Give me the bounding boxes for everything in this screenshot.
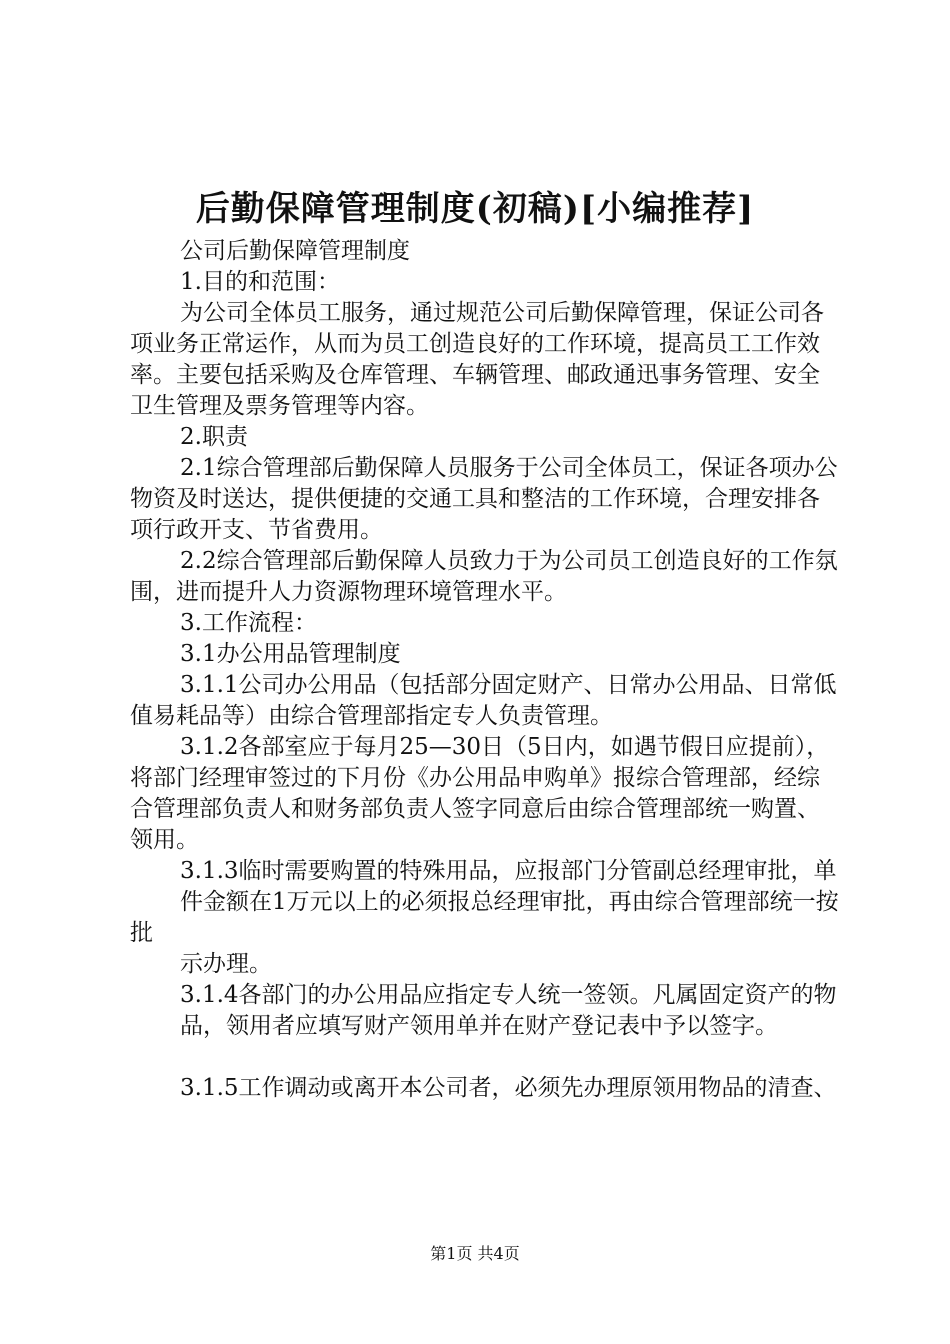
paragraph-3-1-4-part2: 品，领用者应填写财产领用单并在财产登记表中予以签字。 [180, 1013, 778, 1039]
paragraph-duty-2-2: 2.2综合管理部后勤保障人员致力于为公司员工创造良好的工作氛围，进而提升人力资源物理环境管理水平。 [130, 548, 838, 605]
paragraph-3-1-4-part1: 3.1.4各部门的办公用品应指定专人统一签领。凡属固定资产的物 [180, 982, 837, 1008]
section-heading-workflow: 3.工作流程： [180, 610, 317, 636]
section-heading-duties: 2.职责 [180, 424, 248, 450]
paragraph-3-1-3-part3: 示办理。 [180, 951, 272, 977]
document-title: 后勤保障管理制度(初稿)[小编推荐] [195, 189, 755, 229]
document-body [130, 236, 842, 1104]
blank-line [130, 1042, 842, 1073]
paragraph-3-1-5: 3.1.5工作调动或离开本公司者，必须先办理原领用物品的清查、 [180, 1075, 837, 1101]
paragraph-3-1-1: 3.1.1公司办公用品（包括部分固定财产、日常办公用品、日常低值易耗品等）由综合管理部指定专人负责管理。 [130, 672, 837, 729]
section-heading-purpose: 1.目的和范围： [180, 269, 340, 295]
subtitle-paragraph: 公司后勤保障管理制度 [180, 238, 410, 264]
subsection-heading-3-1: 3.1办公用品管理制度 [180, 641, 401, 667]
paragraph-3-1-3-part1: 3.1.3临时需要购置的特殊用品，应报部门分管副总经理审批，单 [180, 858, 837, 884]
paragraph-purpose: 为公司全体员工服务，通过规范公司后勤保障管理，保证公司各项业务正常运作，从而为员工创造良好的工作环境，提高员工工作效率。主要包括采购及仓库管理、车辆管理、邮政通迅事务管理、安全卫生管理及票务管理等内容。 [130, 300, 824, 419]
paragraph-3-1-2: 3.1.2各部室应于每月25—30日（5日内，如遇节假日应提前），将部门经理审签过的下月份《办公用品申购单》报综合管理部，经综合管理部负责人和财务部负责人签字同意后由综合管理部统一购置、领用。 [130, 734, 830, 853]
paragraph-duty-2-1: 2.1综合管理部后勤保障人员服务于公司全体员工，保证各项办公物资及时送达，提供便捷的交通工具和整洁的工作环境，合理安排各项行政开支、节省费用。 [130, 455, 838, 543]
paragraph-3-1-3-part2: 件金额在1万元以上的必须报总经理审批，再由综合管理部统一按批 [130, 889, 839, 946]
page-number-footer: 第1页 共4页 [430, 1244, 520, 1263]
